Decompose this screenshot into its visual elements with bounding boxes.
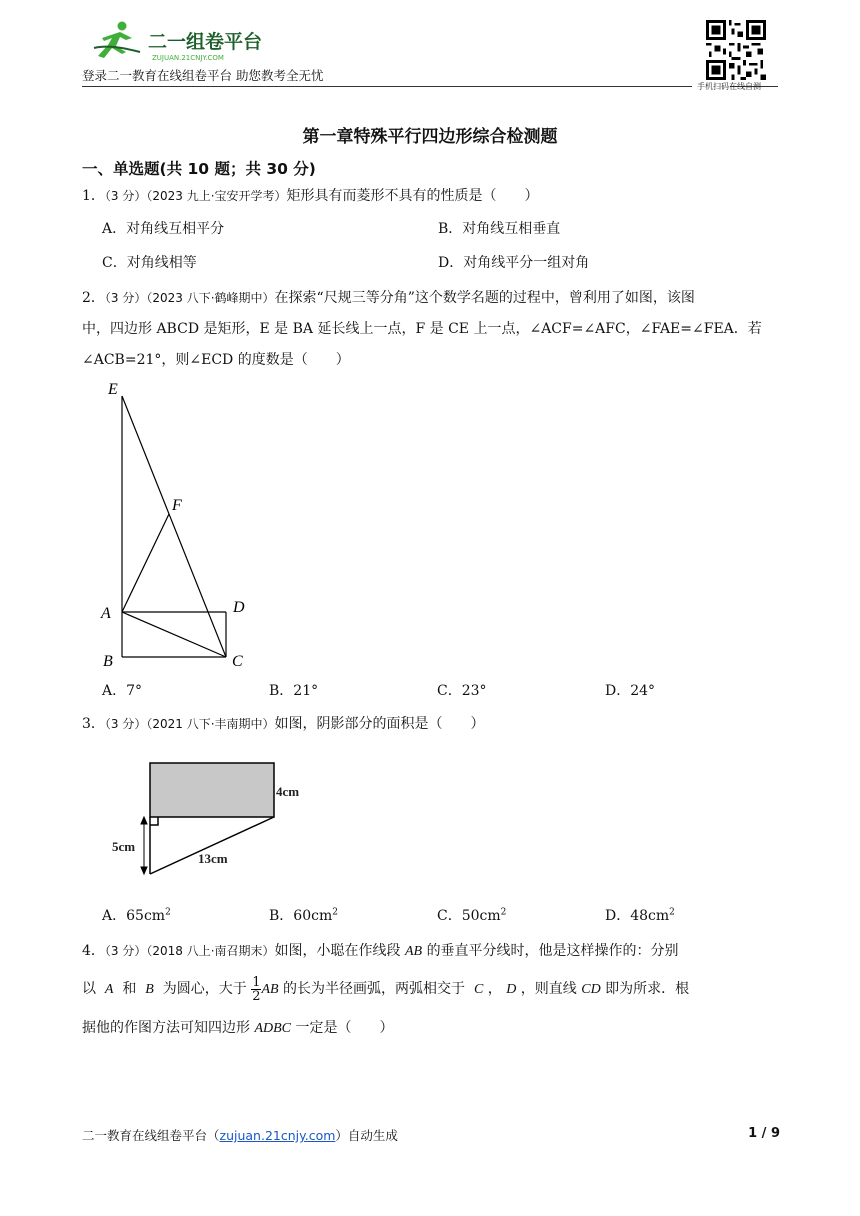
header-slogan: 登录二一教育在线组卷平台 助您教考全无忧 <box>82 68 324 83</box>
point-label-d: D <box>233 599 245 616</box>
option-d[interactable]: D．对角线平分一组对角 <box>438 255 590 271</box>
question-number: 4． <box>82 943 105 959</box>
question-number: 1． <box>82 188 105 204</box>
option-c[interactable]: C．对角线相等 <box>102 255 197 271</box>
shaded-rectangle <box>150 763 274 817</box>
question-stem-line: 中，四边形 ABCD 是矩形，E 是 BA 延长线上一点，F 是 CE 上一点，∠ACF=∠AFC，∠FAE=∠FEA．若 <box>82 321 762 337</box>
question-4: 4．（3 分）（2018 八上·南召期末）如图，小聪在作线段 AB 的垂直平分线时，他是这样操作的：分别 <box>82 943 679 959</box>
label-5cm: 5cm <box>112 839 136 854</box>
option-b[interactable]: B．$60cm^2$ <box>269 907 338 924</box>
option-b[interactable]: B．21° <box>269 683 319 699</box>
question-score: （3 分） <box>104 189 147 203</box>
question-score: （3 分） <box>104 944 147 958</box>
label-4cm: 4cm <box>276 784 300 799</box>
fraction-one-half: $\frac{1}{2}$ <box>252 974 261 1004</box>
section-heading: 一、单选题(共 10 题；共 30 分) <box>82 160 316 178</box>
question-score: （3 分） <box>104 291 147 305</box>
question-source: （2018 八上·南召期末） <box>146 944 275 958</box>
option-d[interactable]: D．$48cm^2$ <box>605 907 675 924</box>
point-label-e: E <box>108 381 118 398</box>
point-label-c: C <box>232 653 243 670</box>
point-label-f: F <box>172 497 182 514</box>
footer-link[interactable]: zujuan.21cnjy.com <box>219 1128 336 1143</box>
point-label-b: B <box>103 653 113 670</box>
question-stem: 在探索“尺规三等分角”这个数学名题的过程中，曾利用了如图，该图 <box>274 290 695 306</box>
platform-logo <box>92 18 272 66</box>
question-number: 3． <box>82 716 105 732</box>
point-label-a: A <box>101 605 111 622</box>
qr-code-icon[interactable] <box>706 20 766 80</box>
question-3 <box>82 710 782 738</box>
geometry-figure-shaded-rectangle <box>108 755 318 880</box>
question-2 <box>82 284 782 374</box>
logo-subtext: ZUJUAN.21CNJY.COM <box>152 54 224 62</box>
document-title: 第一章特殊平行四边形综合检测题 <box>302 127 558 147</box>
logo-text: 二一组卷平台 <box>148 31 263 53</box>
question-source: （2023 九上·宝安开学考） <box>146 189 287 203</box>
question-stem: 如图，阴影部分的面积是（ ） <box>274 716 485 732</box>
option-a[interactable]: A．7° <box>102 683 143 699</box>
option-d[interactable]: D．24° <box>605 683 656 699</box>
geometry-figure-rectangle-abcd <box>96 378 266 673</box>
question-number: 2． <box>82 290 105 306</box>
option-b[interactable]: B．对角线互相垂直 <box>438 221 561 237</box>
option-c[interactable]: C．23° <box>437 683 487 699</box>
question-source: （2023 八下·鹤峰期中） <box>146 291 275 305</box>
question-stem: 矩形具有而菱形不具有的性质是（ ） <box>286 188 539 204</box>
page-number: 1 / 9 <box>748 1126 780 1141</box>
header-divider <box>82 86 692 87</box>
question-1 <box>82 182 782 210</box>
option-a[interactable]: A．对角线互相平分 <box>102 221 225 237</box>
label-13cm: 13cm <box>198 851 228 866</box>
question-4-line-3: 据他的作图方法可知四边形 ADBC 一定是（ ） <box>82 1020 394 1036</box>
footer-credit: 二一教育在线组卷平台（zujuan.21cnjy.com）自动生成 <box>82 1128 398 1143</box>
question-source: （2021 八下·丰南期中） <box>146 717 275 731</box>
question-stem-line: ∠ACB=21°，则∠ECD 的度数是（ ） <box>82 352 350 368</box>
runner-logo-icon <box>92 18 272 66</box>
option-a[interactable]: A．$65cm^2$ <box>102 907 171 924</box>
option-c[interactable]: C．$50cm^2$ <box>437 907 507 924</box>
qr-caption: 手机扫码在线自测 <box>697 82 761 91</box>
question-4-line-2: 以 A 和 B 为圆心，大于 $\frac{1}{2}$ AB 的长为半径画弧，两弧相交于 C ， D ，则直线 CD 即为所求．根 <box>82 974 690 1004</box>
question-score: （3 分） <box>104 717 147 731</box>
